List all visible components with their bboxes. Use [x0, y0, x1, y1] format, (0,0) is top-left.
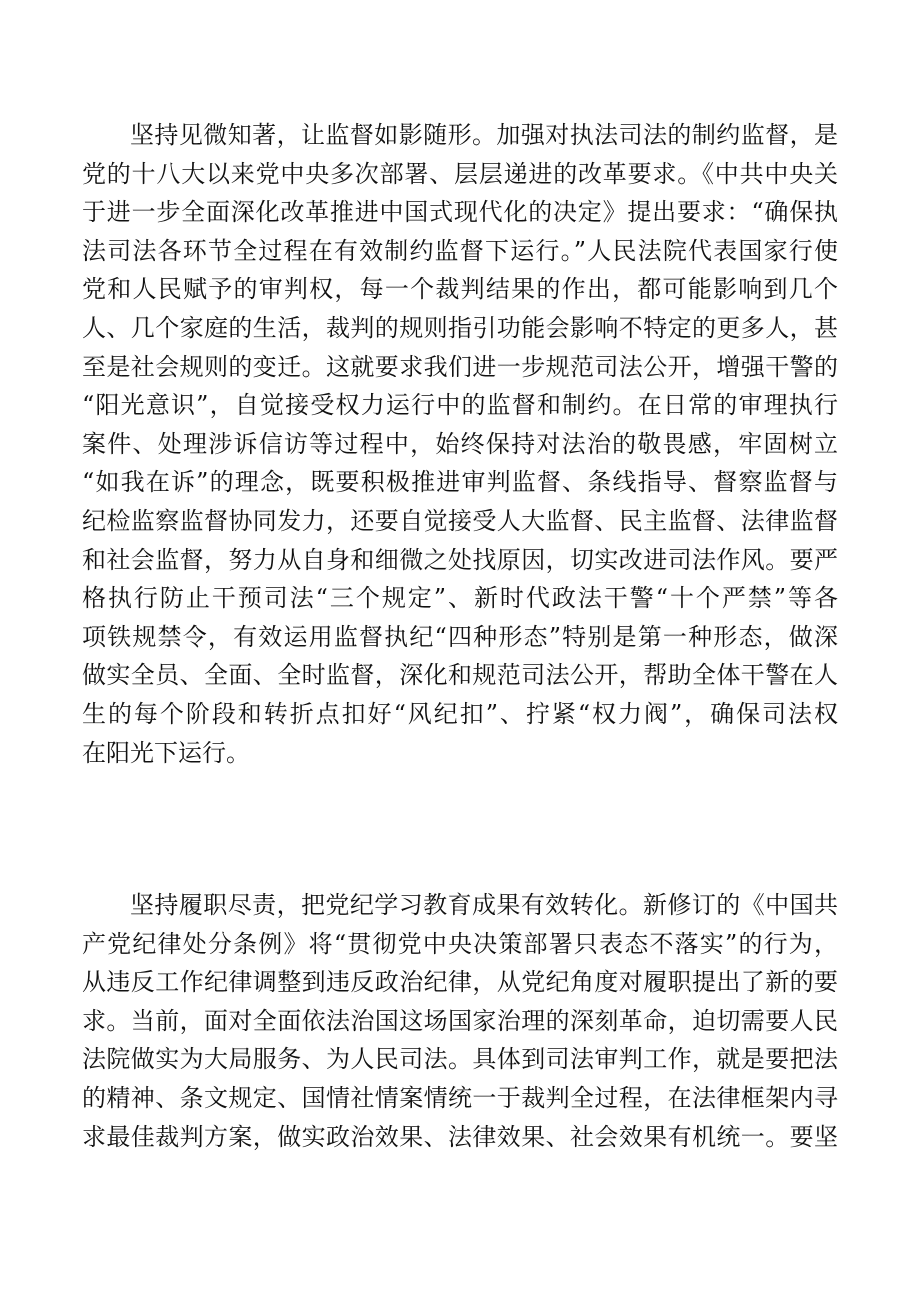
text-line: 产党纪律处分条例》将“贯彻党中央决策部署只表态不落实”的行为， — [82, 929, 838, 958]
text-line: 求最佳裁判方案，做实政治效果、法律效果、社会效果有机统一。要坚 — [82, 1122, 838, 1151]
text-line: 于进一步全面深化改革推进中国式现代化的决定》提出要求：“确保执 — [82, 198, 838, 227]
text-line: 和社会监督，努力从自身和细微之处找原因，切实改进司法作风。要严 — [82, 545, 838, 574]
text-line: 案件、处理涉诉信访等过程中，始终保持对法治的敬畏感，牢固树立 — [82, 429, 838, 458]
text-line: 坚持履职尽责，把党纪学习教育成果有效转化。新修订的《中国共 — [130, 891, 838, 919]
text-line: 法院做实为大局服务、为人民司法。具体到司法审判工作，就是要把法 — [82, 1045, 838, 1074]
text-line: 从违反工作纪律调整到违反政治纪律，从党纪角度对履职提出了新的要 — [82, 968, 838, 997]
text-line: 做实全员、全面、全时监督，深化和规范司法公开，帮助全体干警在人 — [82, 661, 838, 690]
text-line: 至是社会规则的变迁。这就要求我们进一步规范司法公开，增强干警的 — [82, 352, 838, 381]
text-line: 的精神、条文规定、国情社情案情统一于裁判全过程，在法律框架内寻 — [82, 1083, 838, 1112]
text-line: 法司法各环节全过程在有效制约监督下运行。”人民法院代表国家行使 — [82, 236, 838, 265]
text-line: 党和人民赋予的审判权，每一个裁判结果的作出，都可能影响到几个 — [82, 275, 838, 304]
text-line: 人、几个家庭的生活，裁判的规则指引功能会影响不特定的更多人，甚 — [82, 313, 838, 342]
text-line: 求。当前，面对全面依法治国这场国家治理的深刻革命，迫切需要人民 — [82, 1006, 838, 1035]
paragraph-supervision — [82, 116, 838, 772]
text-line: 在阳光下运行。 — [82, 738, 250, 767]
text-line: 纪检监察监督协同发力，还要自觉接受人大监督、民主监督、法律监督 — [82, 506, 838, 535]
paragraph-duty — [82, 886, 838, 1156]
text-line: 党的十八大以来党中央多次部署、层层递进的改革要求。《中共中央关 — [82, 159, 838, 188]
text-line: 项铁规禁令，有效运用监督执纪“四种形态”特别是第一种形态，做深 — [82, 622, 838, 651]
text-line: 格执行防止干预司法“三个规定”、新时代政法干警“十个严禁”等各 — [82, 584, 838, 613]
text-line: 坚持见微知著，让监督如影随形。加强对执法司法的制约监督，是 — [130, 121, 838, 149]
text-line: “阳光意识”，自觉接受权力运行中的监督和制约。在日常的审理执行 — [82, 391, 838, 420]
text-line: 生的每个阶段和转折点扣好“风纪扣”、拧紧“权力阀”，确保司法权 — [82, 699, 838, 728]
text-line: “如我在诉”的理念，既要积极推进审判监督、条线指导、督察监督与 — [82, 468, 838, 497]
